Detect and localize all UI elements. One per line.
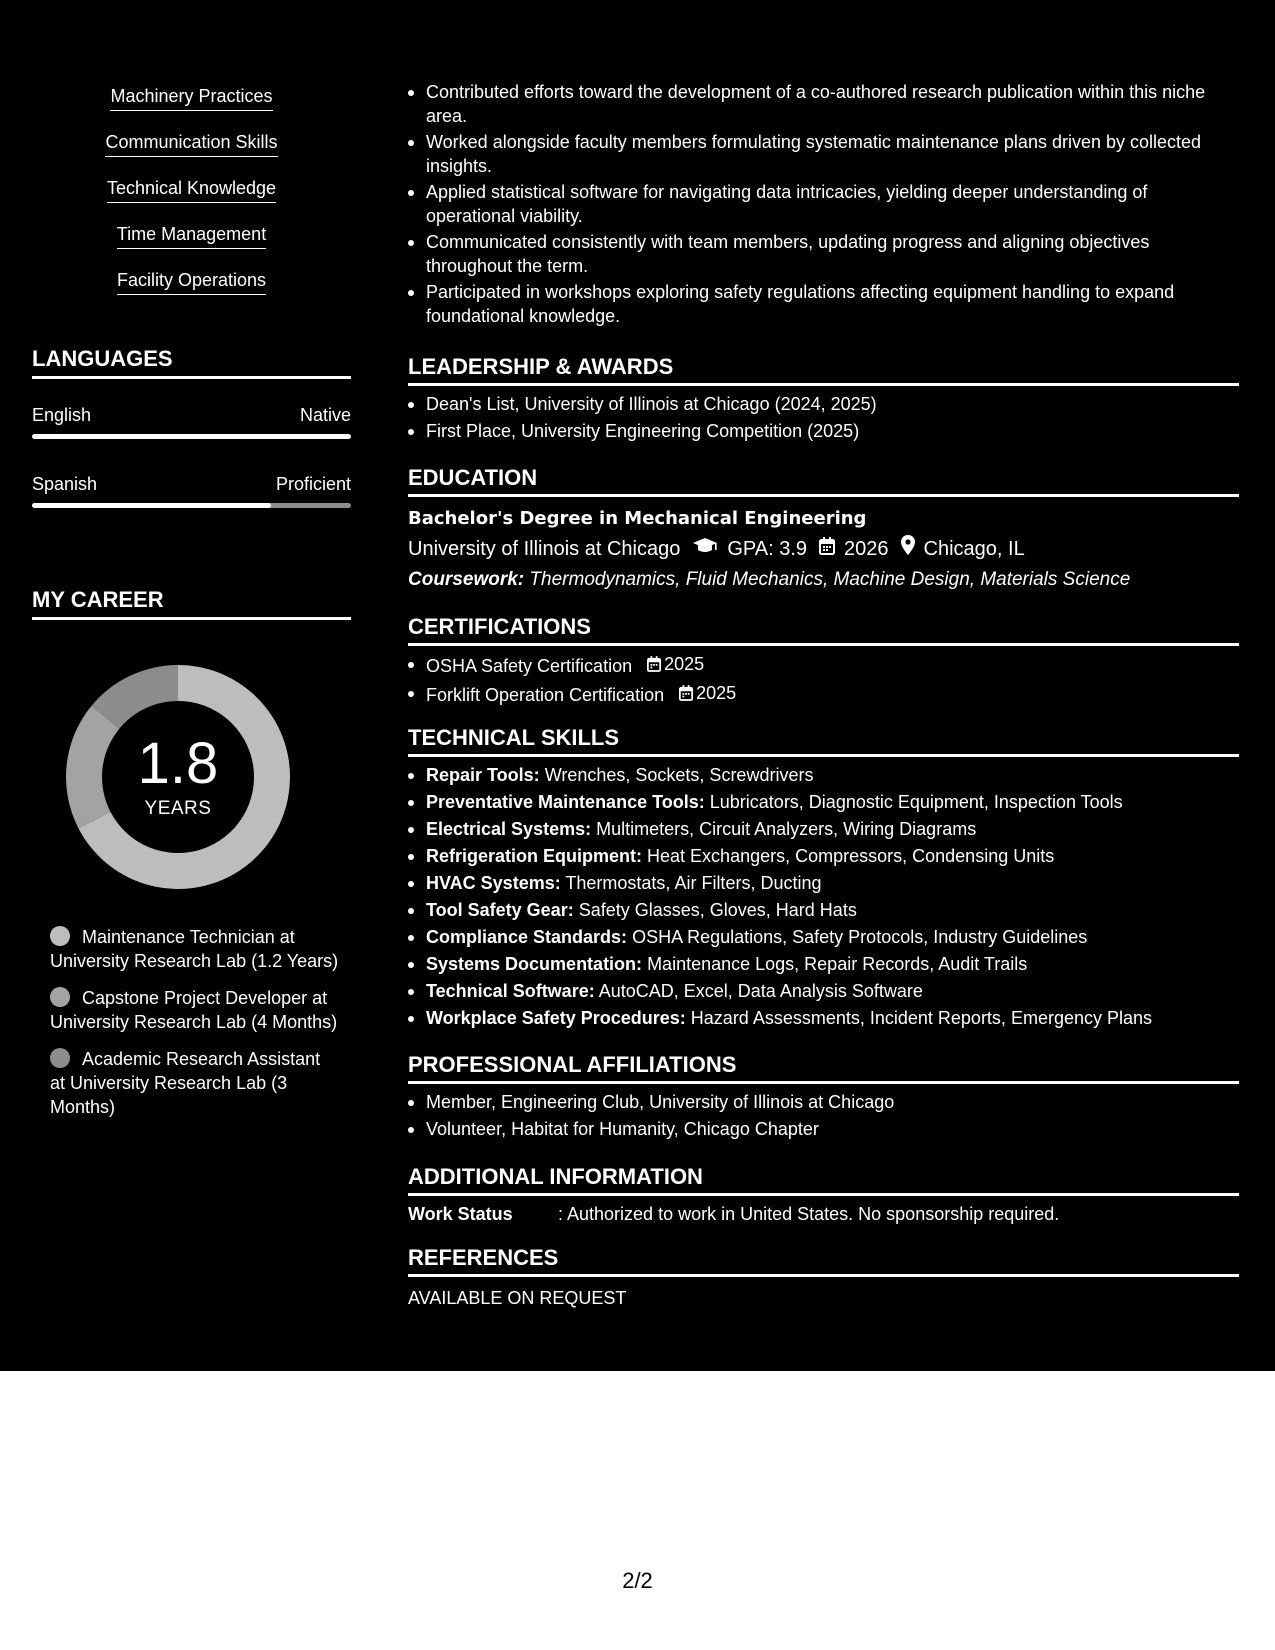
skill-item: Systems Documentation: Maintenance Logs, Repair Records, Audit Trails xyxy=(408,952,1239,976)
leadership-section xyxy=(408,354,1239,443)
additional-info-section xyxy=(408,1164,1239,1226)
legend-dot-icon xyxy=(50,926,70,946)
experience-bullet: Contributed efforts toward the development of a co-authored research publication within this niche area. xyxy=(408,80,1239,128)
work-status-row xyxy=(408,1202,1239,1226)
references-heading: REFERENCES xyxy=(408,1245,1239,1277)
calendar-icon xyxy=(679,685,693,701)
language-bar-fill xyxy=(32,503,271,508)
location-pin-icon xyxy=(901,535,915,563)
career-total-unit: YEARS xyxy=(144,798,212,819)
education-details xyxy=(408,535,1239,563)
career-legend-item: Academic Research Assistant at University Research Lab (3 Months) xyxy=(50,1049,321,1117)
language-bar-spanish xyxy=(32,503,351,508)
references-section xyxy=(408,1245,1239,1310)
donut-center xyxy=(66,665,290,889)
graduation-year: 2026 xyxy=(844,538,889,560)
experience-bullet: Communicated consistently with team members, updating progress and aligning objectives throughout the term. xyxy=(408,230,1239,278)
language-bar-english xyxy=(32,434,351,439)
education-heading: EDUCATION xyxy=(408,465,1239,497)
skill-item: Refrigeration Equipment: Heat Exchangers, Compressors, Condensing Units xyxy=(408,844,1239,868)
legend-dot-icon xyxy=(50,987,70,1007)
affiliations-section xyxy=(408,1052,1239,1141)
language-name: English xyxy=(32,405,92,425)
leadership-heading: LEADERSHIP & AWARDS xyxy=(408,354,1239,386)
language-bar-fill xyxy=(32,434,351,439)
calendar-icon xyxy=(819,535,835,563)
language-name: Spanish xyxy=(32,474,98,494)
coursework: Coursework: Thermodynamics, Fluid Mechanics, Machine Design, Materials Science xyxy=(408,569,1131,590)
experience-bullet: Worked alongside faculty members formulating systematic maintenance plans driven by collected insights. xyxy=(408,130,1239,178)
school-location: Chicago, IL xyxy=(923,538,1025,560)
degree-title: Bachelor's Degree in Mechanical Engineering xyxy=(408,508,867,529)
school-name: University of Illinois at Chicago xyxy=(408,538,681,560)
work-status-label: Work Status xyxy=(408,1204,513,1224)
technical-skills-heading: TECHNICAL SKILLS xyxy=(408,725,1239,757)
skill-item: Technical Software: AutoCAD, Excel, Data Analysis Software xyxy=(408,979,1239,1003)
languages-heading: LANGUAGES xyxy=(32,346,351,379)
legend-dot-icon xyxy=(50,1048,70,1068)
affiliation-item: Member, Engineering Club, University of Illinois at Chicago xyxy=(408,1090,1239,1114)
career-legend xyxy=(50,925,340,1132)
experience-bullets xyxy=(408,80,1239,328)
affiliation-item: Volunteer, Habitat for Humanity, Chicago Chapter xyxy=(408,1117,1239,1141)
skill-tag: Technical Knowledge xyxy=(107,176,276,203)
skill-item: Repair Tools: Wrenches, Sockets, Screwdrivers xyxy=(408,763,1239,787)
skill-item: Preventative Maintenance Tools: Lubricators, Diagnostic Equipment, Inspection Tools xyxy=(408,790,1239,814)
certification-item: OSHA Safety Certification 2025 xyxy=(408,652,1239,678)
language-row-english xyxy=(32,404,351,426)
skill-tag: Communication Skills xyxy=(105,130,277,157)
experience-bullet: Applied statistical software for navigating data intricacies, yielding deeper understanding of operational viability. xyxy=(408,180,1239,228)
skill-tag: Machinery Practices xyxy=(110,84,272,111)
skill-item: Workplace Safety Procedures: Hazard Assessments, Incident Reports, Emergency Plans xyxy=(408,1006,1239,1030)
career-heading: MY CAREER xyxy=(32,587,351,620)
language-level: Proficient xyxy=(275,474,351,494)
career-total-years: 1.8 xyxy=(137,731,219,796)
technical-skills-section xyxy=(408,725,1239,1030)
language-level: Native xyxy=(299,405,351,425)
page-number: 2/2 xyxy=(622,1568,653,1593)
skill-item: Electrical Systems: Multimeters, Circuit Analyzers, Wiring Diagrams xyxy=(408,817,1239,841)
award-item: Dean's List, University of Illinois at Chicago (2024, 2025) xyxy=(408,392,1239,416)
skill-item: Tool Safety Gear: Safety Glasses, Gloves, Hard Hats xyxy=(408,898,1239,922)
career-legend-item: Capstone Project Developer at University Research Lab (4 Months) xyxy=(50,988,338,1032)
work-status-value: : Authorized to work in United States. No sponsorship required. xyxy=(558,1204,1060,1224)
career-donut xyxy=(66,665,290,889)
certifications-section xyxy=(408,614,1239,707)
skill-tags xyxy=(32,84,351,314)
gpa: GPA: 3.9 xyxy=(727,538,808,560)
additional-info-heading: ADDITIONAL INFORMATION xyxy=(408,1164,1239,1196)
skill-tag: Facility Operations xyxy=(117,268,266,295)
experience-bullet: Participated in workshops exploring safety regulations affecting equipment handling to expand foundational knowledge. xyxy=(408,280,1239,328)
calendar-icon xyxy=(647,656,661,672)
affiliations-heading: PROFESSIONAL AFFILIATIONS xyxy=(408,1052,1239,1084)
skill-item: Compliance Standards: OSHA Regulations, Safety Protocols, Industry Guidelines xyxy=(408,925,1239,949)
education-section xyxy=(408,465,1239,594)
graduation-cap-icon xyxy=(692,535,718,563)
award-item: First Place, University Engineering Competition (2025) xyxy=(408,419,1239,443)
language-row-spanish xyxy=(32,473,351,495)
skill-tag: Time Management xyxy=(117,222,266,249)
references-text: AVAILABLE ON REQUEST xyxy=(408,1288,627,1308)
career-legend-item: Maintenance Technician at University Research Lab (1.2 Years) xyxy=(50,927,339,971)
certifications-heading: CERTIFICATIONS xyxy=(408,614,1239,646)
skill-item: HVAC Systems: Thermostats, Air Filters, Ducting xyxy=(408,871,1239,895)
certification-item: Forklift Operation Certification 2025 xyxy=(408,681,1239,707)
